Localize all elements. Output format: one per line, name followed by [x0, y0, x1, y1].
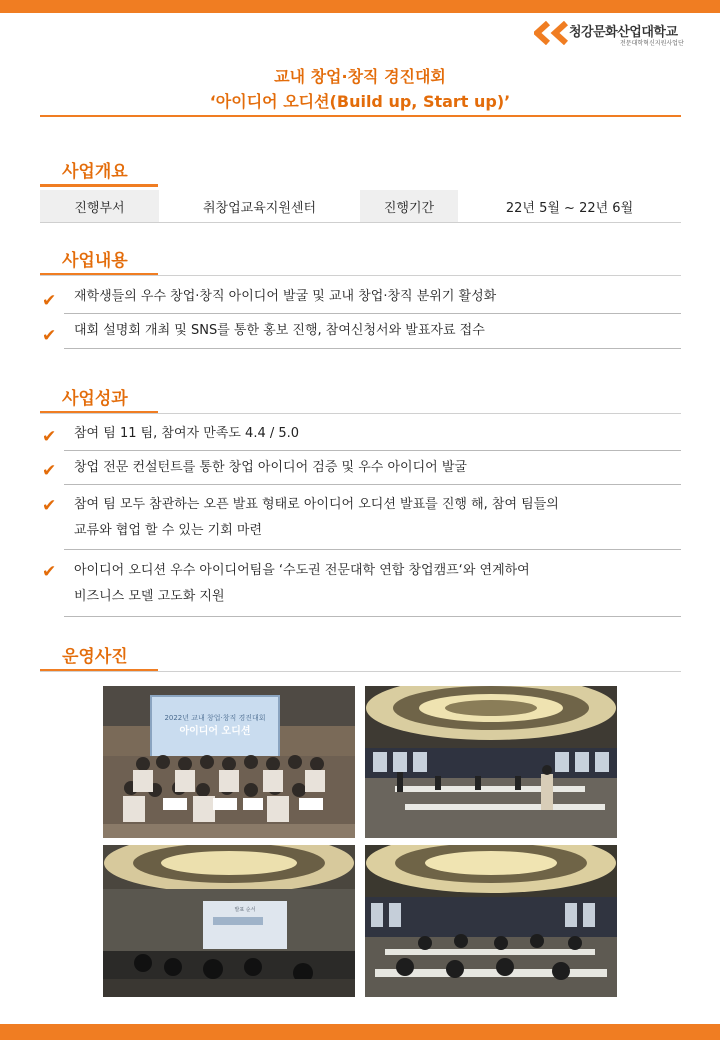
ck-logo-icon [534, 21, 568, 45]
dept-label: 진행부서 [40, 190, 159, 223]
content-heading: 사업내용 [62, 251, 128, 271]
check-icon: ✔ [42, 326, 57, 346]
seminar-room-photo-1 [365, 686, 617, 838]
result-item-line1: 참여 팀 모두 참관하는 오픈 발표 형태로 아이디어 오디션 발표를 진행 해, 참여 팀들의 [74, 497, 559, 512]
logo-name: 청강문화산업대학교 [569, 25, 678, 40]
screen-title-text: 2022년 교내 창업·창직 경진대회 [164, 714, 266, 722]
screen-main-text: 아이디어 오디션 [179, 726, 251, 737]
item-divider [64, 484, 681, 485]
item-divider [64, 313, 681, 314]
bottom-accent-bar [0, 1024, 720, 1040]
check-icon: ✔ [42, 291, 57, 311]
item-divider [64, 549, 681, 550]
document-title: 교내 창업·창직 경진대회 [274, 67, 446, 86]
result-item: 참여 팀 11 팀, 참여자 만족도 4.4 / 5.0 [74, 426, 300, 441]
overview-table [40, 190, 681, 223]
presentation-photo [103, 845, 355, 997]
photos-heading: 운영사진 [62, 647, 128, 667]
overview-heading-underline [40, 184, 158, 187]
screen-caption-text: 발표 순서 [234, 907, 256, 913]
check-icon: ✔ [42, 427, 57, 447]
top-accent-bar [0, 0, 720, 13]
content-section-rule [40, 275, 681, 276]
dept-value: 취창업교육지원센터 [159, 190, 360, 223]
item-divider [64, 450, 681, 451]
university-logo [534, 20, 710, 48]
result-item-line1: 아이디어 오디션 우수 아이디어팀을 ‘수도권 전문대학 연합 창업캠프‘와 연계하여 [74, 563, 530, 578]
title-divider [40, 115, 681, 117]
check-icon: ✔ [42, 461, 57, 481]
check-icon: ✔ [42, 562, 57, 582]
item-divider [64, 616, 681, 617]
period-value: 22년 5월 ~ 22년 6월 [458, 190, 681, 223]
content-item: 대회 설명회 개최 및 SNS를 통한 홍보 진행, 참여신청서와 발표자료 접수 [74, 323, 485, 338]
seminar-room-photo-2 [365, 845, 617, 997]
check-icon: ✔ [42, 496, 57, 516]
item-divider [64, 348, 681, 349]
overview-heading: 사업개요 [62, 162, 128, 182]
group-photo [103, 686, 355, 838]
logo-subtitle: 전문대학혁신지원사업단 [620, 40, 684, 47]
period-label: 진행기간 [360, 190, 458, 223]
result-item-line2: 교류와 협업 할 수 있는 기회 마련 [74, 523, 263, 538]
results-section-rule [40, 413, 681, 414]
results-heading: 사업성과 [62, 389, 128, 409]
document-subtitle: ‘아이디어 오디션(Build up, Start up)’ [209, 92, 511, 111]
result-item: 창업 전문 컨설턴트를 통한 창업 아이디어 검증 및 우수 아이디어 발굴 [74, 460, 467, 475]
content-item: 재학생들의 우수 창업·창직 아이디어 발굴 및 교내 창업·창직 분위기 활성화 [74, 289, 497, 304]
photos-section-rule [40, 671, 681, 672]
result-item-line2: 비즈니스 모델 고도화 지원 [74, 589, 225, 604]
